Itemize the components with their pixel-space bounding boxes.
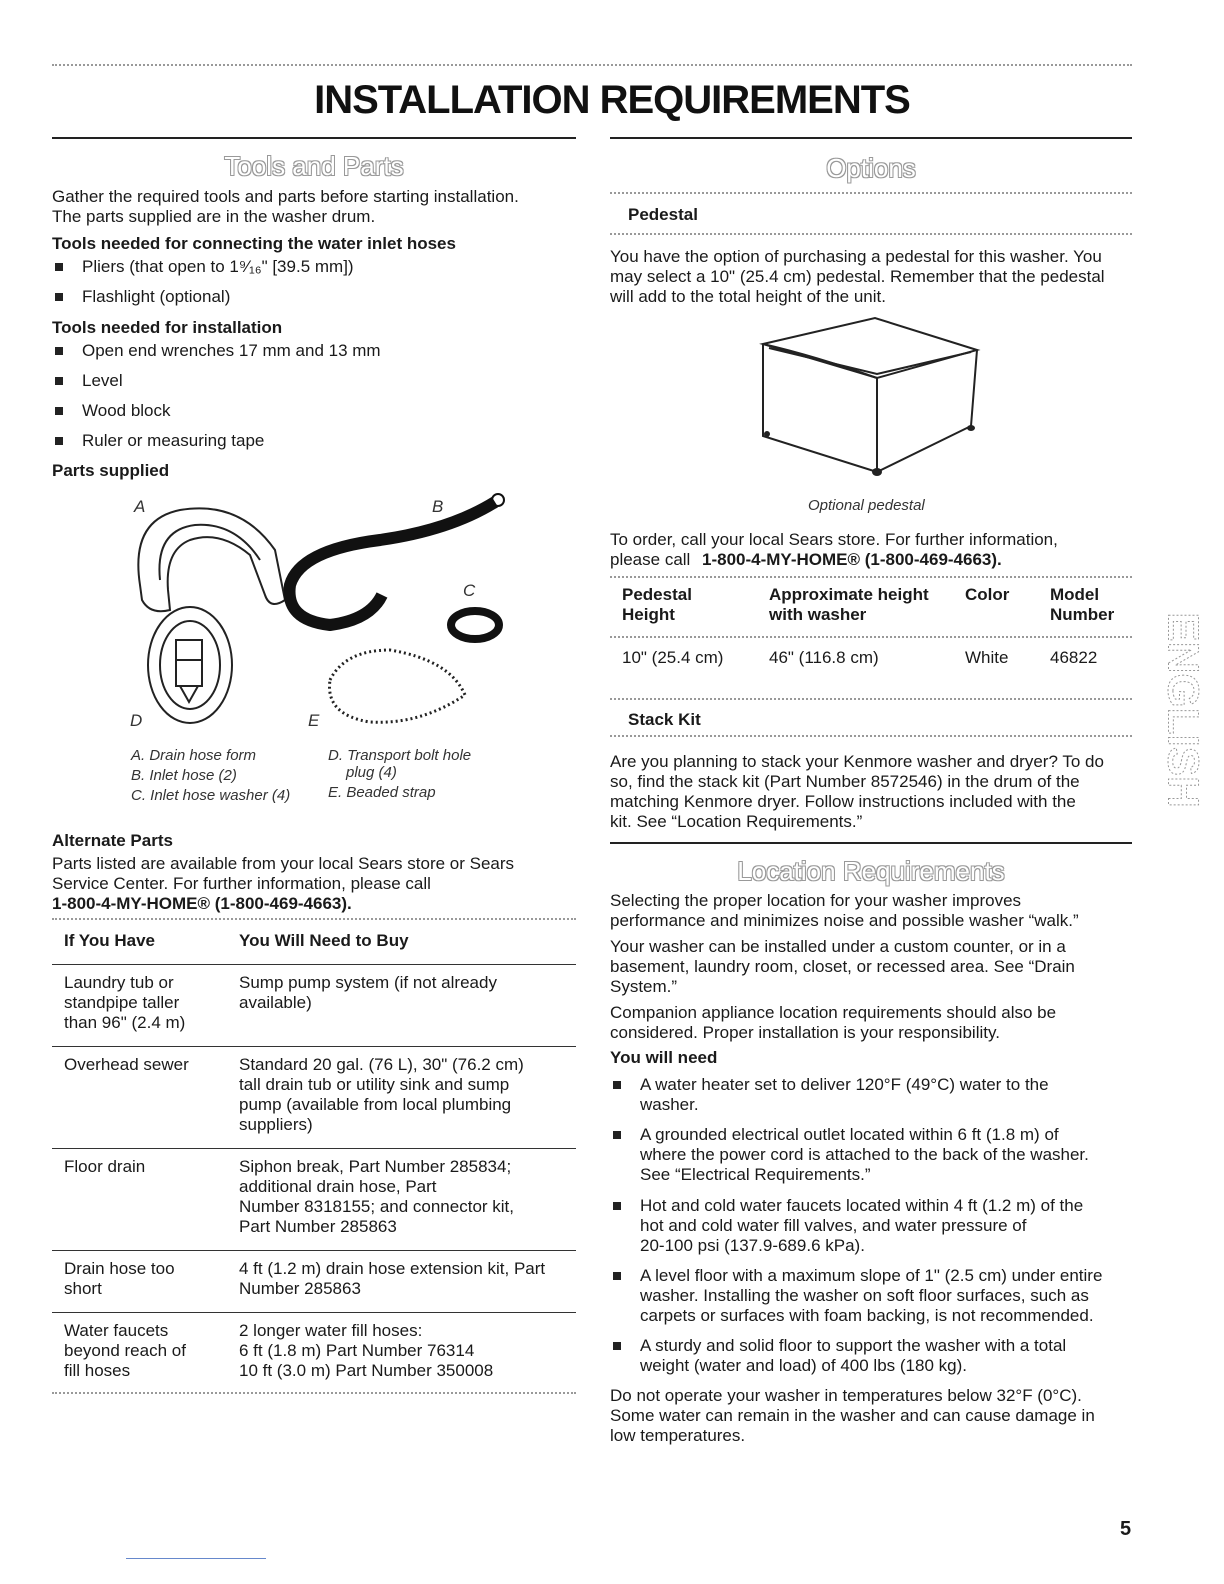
pedestal-rule-top [610, 192, 1132, 194]
pedestal-text: You have the option of purchasing a pedestal for this washer. You [610, 247, 1102, 266]
alt-table-divider [52, 1312, 576, 1313]
pedestal-table-header: Number [1050, 605, 1115, 624]
list-item-cont: See “Electrical Requirements.” [640, 1165, 871, 1184]
install-heading: Tools needed for installation [52, 318, 283, 337]
stack-heading: Stack Kit [628, 710, 701, 729]
alternate-intro-2: Service Center. For further information, please call [52, 874, 431, 893]
table-cell: 46822 [1050, 648, 1098, 667]
parts-heading: Parts supplied [52, 461, 170, 480]
table-cell: 10" (25.4 cm) [622, 648, 724, 667]
alt-table-top [52, 918, 576, 920]
stack-text: kit. See “Location Requirements.” [610, 812, 863, 831]
need-heading: You will need [610, 1048, 718, 1067]
pedestal-caption: Optional pedestal [808, 497, 925, 514]
table-cell: available) [239, 993, 312, 1012]
table-cell: Standard 20 gal. (76 L), 30" (76.2 cm) [239, 1055, 524, 1074]
order-text-2: please call [610, 550, 691, 569]
closing-text: Some water can remain in the washer and can cause damage in [610, 1406, 1095, 1425]
options-heading: Options [826, 153, 916, 183]
table-cell: Drain hose too [64, 1259, 175, 1278]
alternate-phone: 1-800-4-MY-HOME® (1-800-469-4663). [52, 894, 352, 913]
alt-table-divider [52, 1046, 576, 1047]
language-side-tab [1156, 565, 1204, 855]
stack-text: Are you planning to stack your Kenmore washer and dryer? To do [610, 752, 1104, 771]
beaded-strap [330, 650, 466, 722]
side-tab-label: ENGLISH [1158, 612, 1204, 808]
location-p2: System.” [610, 977, 678, 996]
stack-rule-top [610, 698, 1132, 700]
location-p1: performance and minimizes noise and possible washer “walk.” [610, 911, 1079, 930]
legend-item: D. Transport bolt hole [328, 747, 472, 764]
table-cell: 4 ft (1.2 m) drain hose extension kit, Part [239, 1259, 546, 1278]
table-cell: Sump pump system (if not already [239, 973, 497, 992]
list-item: A grounded electrical outlet located within 6 ft (1.8 m) of [610, 1125, 1059, 1145]
table-cell: suppliers) [239, 1115, 313, 1134]
pedestal-table-header: Model [1050, 585, 1100, 604]
order-text: To order, call your local Sears store. For further information, [610, 530, 1058, 549]
alt-table-divider [52, 1250, 576, 1251]
list-item: Open end wrenches 17 mm and 13 mm [52, 341, 381, 361]
alt-table-divider [52, 1148, 576, 1149]
location-p3: Companion appliance location requirements should also be [610, 1003, 1057, 1022]
location-heading: Location Requirements [737, 856, 1005, 886]
page-number: 5 [1120, 1518, 1132, 1540]
list-item-cont: carpets or surfaces with foam backing, is not recommended. [640, 1306, 1094, 1325]
alt-col-header: If You Have [64, 931, 156, 950]
location-p2: Your washer can be installed under a custom counter, or in a [610, 937, 1066, 956]
table-cell: Part Number 285863 [239, 1217, 397, 1236]
legend-item: B. Inlet hose (2) [131, 767, 237, 784]
stack-text: so, find the stack kit (Part Number 8572546) in the drum of the [610, 772, 1080, 791]
closing-text: Do not operate your washer in temperatures below 32°F (0°C). [610, 1386, 1082, 1405]
list-item-cont: washer. Installing the washer on soft floor surfaces, such as [640, 1286, 1089, 1305]
table-cell: pump (available from local plumbing [239, 1095, 512, 1114]
tools-intro-1: Gather the required tools and parts before starting installation. [52, 187, 519, 206]
drain-hose-form [138, 508, 285, 611]
inlet-hose-washer [451, 611, 499, 639]
inlet-hose [290, 494, 505, 625]
pedestal-text: will add to the total height of the unit. [610, 287, 886, 306]
list-item: Pliers (that open to 1⁹⁄₁₆" [39.5 mm]) [52, 257, 354, 277]
pedestal-table-divider [610, 636, 1132, 638]
alt-col-header: You Will Need to Buy [239, 931, 409, 950]
part-letter: A [134, 497, 146, 516]
tools-intro-2: The parts supplied are in the washer drum. [52, 207, 376, 226]
table-cell: Number 285863 [239, 1279, 361, 1298]
legend-item: C. Inlet hose washer (4) [131, 787, 291, 804]
list-item: Flashlight (optional) [52, 287, 230, 307]
part-letter: C [463, 581, 476, 600]
pedestal-table-header: with washer [769, 605, 867, 624]
top-rule [52, 64, 1132, 66]
hoses-heading: Tools needed for connecting the water inlet hoses [52, 234, 456, 253]
table-cell: Number 8318155; and connector kit, [239, 1197, 515, 1216]
list-item-cont: washer. [640, 1095, 699, 1114]
parts-illustration [120, 490, 520, 740]
tools-rule [52, 137, 576, 139]
alternate-intro-1: Parts listed are available from your local Sears store or Sears [52, 854, 515, 873]
table-cell: Water faucets [64, 1321, 169, 1340]
footer-line [126, 1558, 266, 1559]
pedestal-table-top [610, 576, 1132, 578]
alt-table-divider [52, 964, 576, 965]
table-cell: fill hoses [64, 1361, 131, 1380]
pedestal-illustration [755, 316, 985, 481]
list-item: A level floor with a maximum slope of 1" (2.5 cm) under entire [610, 1266, 1102, 1286]
stack-rule-bottom [610, 735, 1132, 737]
options-rule [610, 137, 1132, 139]
pedestal-heading: Pedestal [628, 205, 698, 224]
location-p3: considered. Proper installation is your responsibility. [610, 1023, 1000, 1042]
list-item-cont: hot and cold water fill valves, and water pressure of [640, 1216, 1027, 1235]
location-p2: basement, laundry room, closet, or recessed area. See “Drain [610, 957, 1075, 976]
page-title: INSTALLATION REQUIREMENTS [314, 78, 910, 122]
table-cell: standpipe taller [64, 993, 180, 1012]
legend-item: A. Drain hose form [131, 747, 257, 764]
pedestal-table-header: Height [622, 605, 675, 624]
table-cell: short [64, 1279, 102, 1298]
table-cell: 2 longer water fill hoses: [239, 1321, 423, 1340]
table-cell: 6 ft (1.8 m) Part Number 76314 [239, 1341, 475, 1360]
table-cell: Floor drain [64, 1157, 146, 1176]
legend-item: E. Beaded strap [328, 784, 436, 801]
table-cell: beyond reach of [64, 1341, 186, 1360]
alt-table-bottom [52, 1392, 576, 1394]
table-cell: Siphon break, Part Number 285834; [239, 1157, 512, 1176]
legend-item: plug (4) [346, 764, 397, 781]
pedestal-rule-bottom [610, 233, 1132, 235]
order-phone: 1-800-4-MY-HOME® (1-800-469-4663). [702, 550, 1002, 569]
location-p1: Selecting the proper location for your washer improves [610, 891, 1022, 910]
table-cell: additional drain hose, Part [239, 1177, 437, 1196]
pedestal-text: may select a 10" (25.4 cm) pedestal. Remember that the pedestal [610, 267, 1105, 286]
table-cell: White [965, 648, 1009, 667]
transport-bolt-hole-plug [148, 607, 232, 723]
stack-text: matching Kenmore dryer. Follow instructions included with the [610, 792, 1076, 811]
closing-text: low temperatures. [610, 1426, 746, 1445]
list-item-cont: 20-100 psi (137.9-689.6 kPa). [640, 1236, 865, 1255]
part-letter: B [432, 497, 444, 516]
pedestal-table-header: Pedestal [622, 585, 692, 604]
table-cell: than 96" (2.4 m) [64, 1013, 186, 1032]
alternate-heading: Alternate Parts [52, 831, 173, 850]
list-item: Ruler or measuring tape [52, 431, 264, 451]
pedestal-table-header: Approximate height [769, 585, 929, 604]
list-item-cont: where the power cord is attached to the back of the washer. [640, 1145, 1089, 1164]
pedestal-table-header: Color [965, 585, 1010, 604]
table-cell: Overhead sewer [64, 1055, 189, 1074]
table-cell: tall drain tub or utility sink and sump [239, 1075, 510, 1094]
table-cell: Laundry tub or [64, 973, 174, 992]
location-rule [610, 842, 1132, 844]
list-item: A water heater set to deliver 120°F (49°C) water to the [610, 1075, 1049, 1095]
list-item-cont: weight (water and load) of 400 lbs (180 kg). [640, 1356, 967, 1375]
list-item: A sturdy and solid floor to support the washer with a total [610, 1336, 1066, 1356]
list-item: Hot and cold water faucets located within 4 ft (1.2 m) of the [610, 1196, 1083, 1216]
tools-heading: Tools and Parts [224, 151, 404, 181]
table-cell: 46" (116.8 cm) [769, 648, 879, 667]
part-letter: D [130, 711, 143, 730]
table-cell: 10 ft (3.0 m) Part Number 350008 [239, 1361, 494, 1380]
list-item: Wood block [52, 401, 171, 421]
part-letter: E [308, 711, 320, 730]
list-item: Level [52, 371, 123, 391]
